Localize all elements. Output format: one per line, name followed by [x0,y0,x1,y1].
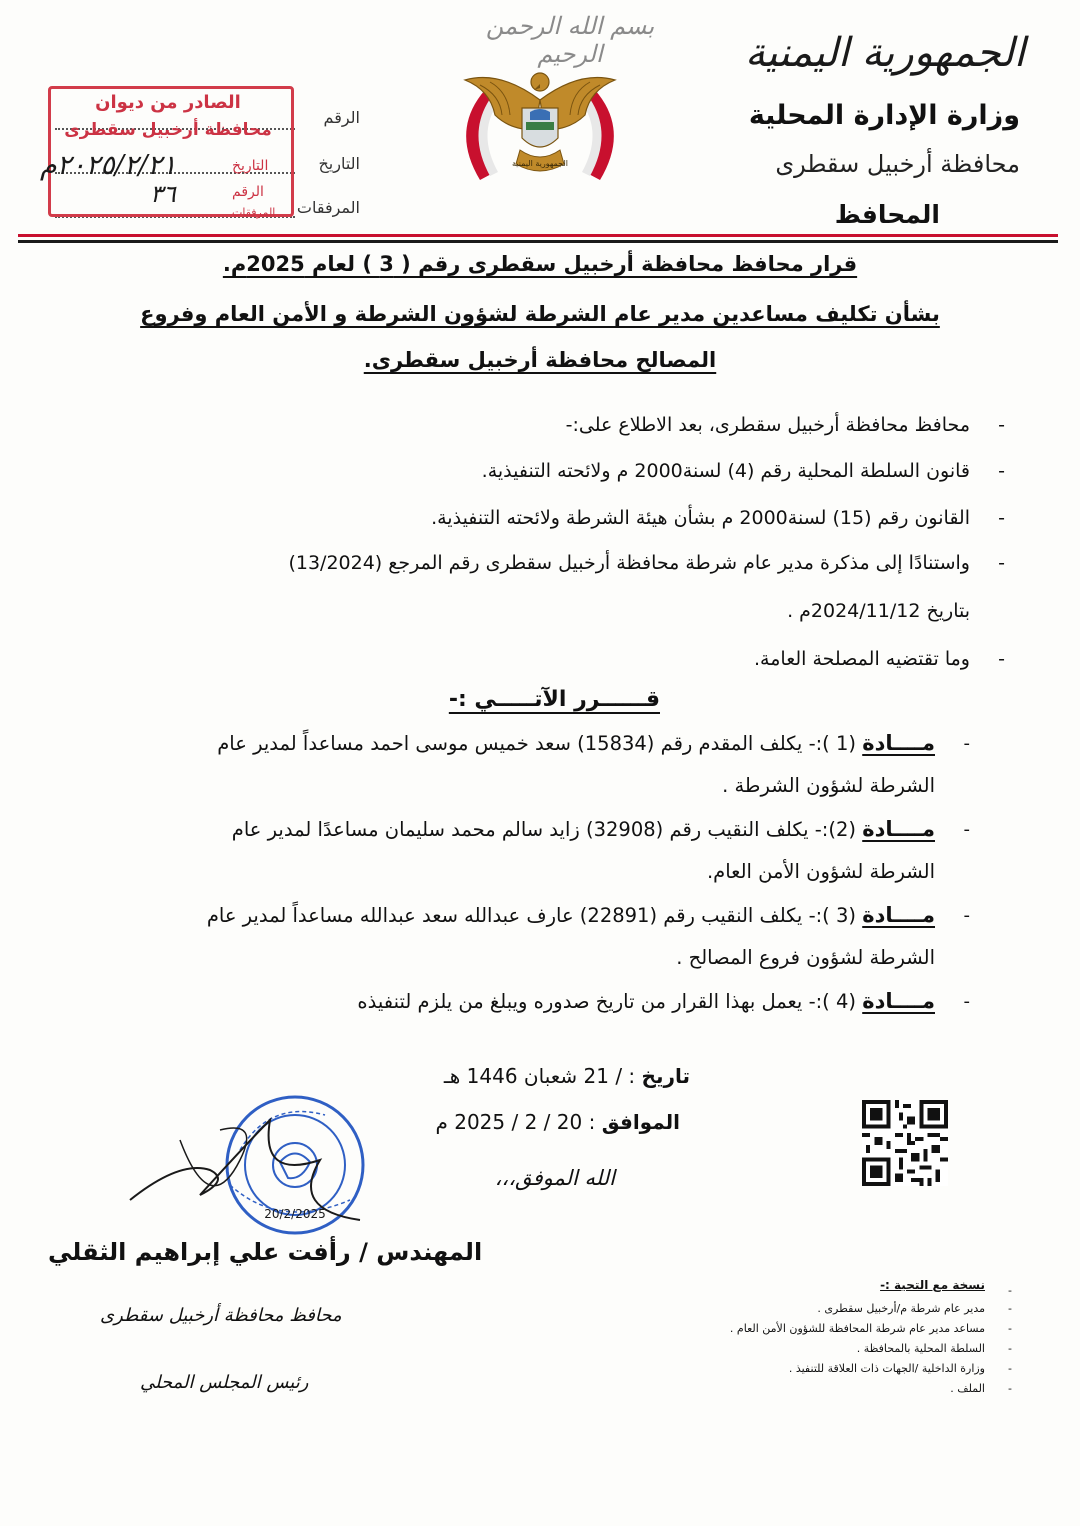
yemen-emblem-icon [440,60,640,192]
article-2 [185,808,935,893]
article-text: يكلف النقيب رقم (22891) عارف عبدالله سعد عبدالله مساعداً لمدير عام الشرطة لشؤون فروع المصالح . [206,904,935,969]
preamble-text: قانون السلطة المحلية رقم (4) لسنة2000 م ولائحته التنفيذية. [481,460,970,482]
article-number: (4 ):- [808,990,857,1013]
decree-title [0,252,1080,276]
preamble-item: - محافظ محافظة أرخبيل سقطرى، بعد الاطلاع على:- [565,414,1005,436]
hijri-date-value: : / 21 شعبان 1446 هـ [443,1064,636,1088]
cc-dash: - [1008,1302,1012,1315]
province-title: محافظة أرخبيل سقطرى [775,150,1020,178]
preamble-item: - وما تقتضيه المصلحة العامة. [754,648,1005,670]
article-3 [185,894,935,979]
handwritten-date: ٢٠٢٥/٢/٢١م [40,150,177,181]
article-label: مــــادة [862,817,935,841]
decree-subject-line-2 [0,348,1080,372]
bismillah: بسم الله الرحمن الرحيم [485,12,655,68]
stamp-line-1: الصادر من ديوان [95,92,241,113]
decree-subject-text-1: بشأن تكليف مساعدين مدير عام الشرطة لشؤون الشرطة و الأمن العام وفروع [140,302,940,326]
preamble-text: القانون رقم (15) لسنة2000 م بشأن هيئة الشرطة ولائحته التنفيذية. [431,507,970,529]
stamp-date-label: التاريخ [232,158,269,174]
decree-subject-text-2: المصالح محافظة أرخبيل سقطرى. [363,348,717,372]
decided-text: قــــــرر الآتـــــي :- [448,687,660,712]
cc-item: الملف . [950,1382,985,1395]
closing-phrase: الله الموفق،،، [494,1166,615,1190]
cc-dash: - [1008,1362,1012,1375]
governor-title: المحافظ [834,200,940,229]
preamble-text: محافظ محافظة أرخبيل سقطرى، بعد الاطلاع على:- [565,414,970,436]
article-number: (2):- [814,818,857,841]
signer-title-governor: محافظ محافظة أرخبيل سقطرى [100,1305,342,1326]
article-number: (3 ):- [808,904,857,927]
article-dash: - [963,819,970,840]
signature-scribble-icon [120,1100,370,1250]
seal-handwritten-date: 20/2/2025 [264,1207,326,1221]
preamble-item: - واستنادًا إلى مذكرة مدير عام شرطة محافظة أرخبيل سقطرى رقم المرجع (13/2024) [288,552,1005,574]
cc-dash: - [1008,1382,1012,1395]
decided-heading [449,687,660,712]
header-divider-black [18,240,1058,243]
ministry-title: وزارة الإدارة المحلية [748,100,1020,131]
article-4 [185,980,935,1023]
qr-code-icon [862,1100,948,1186]
handwritten-number: ٣٦ [150,180,176,208]
signer-name: المهندس / رأفت علي إبراهيم الثقلي [48,1238,483,1266]
stamp-attachments-label: المرفقات [232,206,276,219]
gregorian-date-label: الموافق [601,1110,680,1134]
cc-dash: - [1008,1342,1012,1355]
article-dash: - [963,905,970,926]
emblem-label: الجمهورية اليمنية [511,159,569,168]
stamp-number-label: الرقم [232,184,264,200]
republic-title: الجمهورية اليمنية [744,30,1025,76]
article-1 [185,722,935,807]
signer-title-council: رئيس المجلس المحلي [140,1372,309,1393]
cc-item: مدير عام شرطة م/أرخبيل سقطرى . [817,1302,985,1315]
cc-title: نسخة مع التحية :- [880,1278,985,1292]
preamble-text: بتاريخ 2024/11/12م . [787,600,970,622]
cc-item: مساعد مدير عام شرطة المحافظة للشؤون الأمن العام . [729,1322,985,1335]
hijri-date-label: تاريخ [641,1064,690,1088]
gregorian-date-value: : 20 / 2 / 2025 م [435,1110,596,1134]
article-label: مــــادة [862,989,935,1013]
article-number: (1 ):- [808,732,857,755]
reference-attachments-label: المرفقات [296,198,360,217]
preamble-text: وما تقتضيه المصلحة العامة. [754,648,970,670]
article-text: يعمل بهذا القرار من تاريخ صدوره ويبلغ من يلزم لتنفيذه [357,990,803,1013]
gregorian-date [435,1110,680,1134]
preamble-item: - قانون السلطة المحلية رقم (4) لسنة2000 م ولائحته التنفيذية. [481,460,1005,482]
header-divider-red [18,234,1058,237]
article-label: مــــادة [862,731,935,755]
reference-number-label: الرقم [323,108,360,127]
preamble-item: - القانون رقم (15) لسنة2000 م بشأن هيئة الشرطة ولائحته التنفيذية. [431,507,1005,529]
article-dash: - [963,991,970,1012]
cc-item: وزارة الداخلية /الجهات ذات العلاقة للتنفيذ . [788,1362,985,1375]
article-dash: - [963,733,970,754]
reference-date-label: التاريخ [318,154,360,173]
cc-item: السلطة المحلية بالمحافظة . [856,1342,985,1355]
article-text: يكلف النقيب رقم (32908) زايد سالم محمد سليمان مساعدًا لمدير عام الشرطة لشؤون الأمن العام. [231,818,935,883]
decree-title-text: قرار محافظ محافظة أرخبيل سقطرى رقم ( 3 ) لعام 2025م. [222,252,858,276]
preamble-text: واستنادًا إلى مذكرة مدير عام شرطة محافظة أرخبيل سقطرى رقم المرجع (13/2024) [288,552,970,574]
cc-dash: - [1008,1322,1012,1335]
article-label: مــــادة [862,903,935,927]
preamble-item-continuation [190,600,970,622]
decree-subject-line-1 [0,302,1080,326]
hijri-date [444,1064,690,1088]
article-text: يكلف المقدم رقم (15834) سعد خميس موسى احمد مساعداً لمدير عام الشرطة لشؤون الشرطة . [217,732,935,797]
cc-dash: - [1008,1284,1012,1297]
stamp-line-2: محافظة أرخبيل سقطرى [64,120,272,140]
